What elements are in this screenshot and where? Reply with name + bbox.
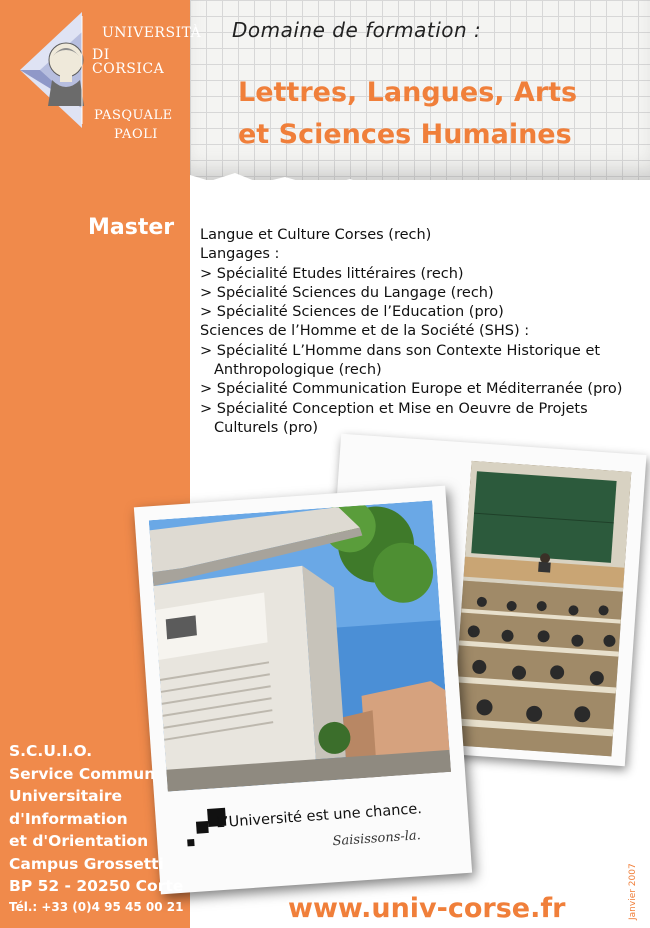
paper-torn-edge <box>190 165 650 205</box>
black-square-icon <box>187 839 194 846</box>
list-item: Langue et Culture Corses (rech) <box>200 227 432 243</box>
university-logo <box>10 10 202 142</box>
contact-line: Service Commun <box>9 764 156 783</box>
page-title <box>238 72 577 156</box>
list-item: > Spécialité Conception et Mise en Oeuvre de Projets <box>200 400 588 417</box>
list-item: > Spécialité Communication Europe et Méditerranée (pro) <box>200 381 623 398</box>
title-line-1: Lettres, Langues, Arts <box>238 77 578 108</box>
program-list <box>200 226 645 438</box>
list-item: > Spécialité Sciences du Langage (rech) <box>200 284 494 301</box>
list-item: Anthropologique (rech) <box>214 362 382 379</box>
contact-line: BP 52 - 20250 Corte <box>9 877 184 895</box>
photo-university-building <box>134 486 472 895</box>
black-square-icon <box>196 821 209 834</box>
logo-line-4: PAOLI <box>114 127 158 142</box>
domaine-label: Domaine de formation : <box>232 18 482 42</box>
list-item: > Spécialité Sciences de l’Education (pro) <box>200 304 504 321</box>
contact-block <box>9 740 184 916</box>
contact-line: d'Information <box>9 809 128 828</box>
tagline: L’Université est une chance. <box>215 801 423 832</box>
building-image <box>149 501 451 792</box>
title-line-2: et Sciences Humaines <box>238 119 572 150</box>
contact-line: Campus Grossetti <box>9 854 164 873</box>
list-item: Sciences de l’Homme et de la Société (SHS) : <box>200 323 530 340</box>
list-item: > Spécialité L’Homme dans son Contexte Historique et <box>200 342 601 359</box>
logo-line-1: UNIVERSITÀ <box>102 25 202 41</box>
list-item: Culturels (pro) <box>214 419 319 436</box>
lecture-hall-image <box>452 461 631 756</box>
contact-line: Universitaire <box>9 787 123 805</box>
contact-line: S.C.U.I.O. <box>9 742 93 760</box>
list-item: > Spécialité Etudes littéraires (rech) <box>200 265 464 282</box>
degree-label: Master <box>88 215 175 240</box>
logo-line-3: PASQUALE <box>94 108 173 123</box>
contact-phone: Tél.: +33 (0)4 95 45 00 21 <box>9 899 184 914</box>
logo-line-2: DI CORSICA <box>92 47 165 77</box>
contact-line: et d'Orientation <box>9 832 149 850</box>
signature: Saisissons-la. <box>332 828 422 850</box>
publication-date: Janvier 2007 <box>628 863 638 920</box>
website-link[interactable]: www.univ-corse.fr <box>288 893 566 924</box>
list-item: Langages : <box>200 246 280 263</box>
